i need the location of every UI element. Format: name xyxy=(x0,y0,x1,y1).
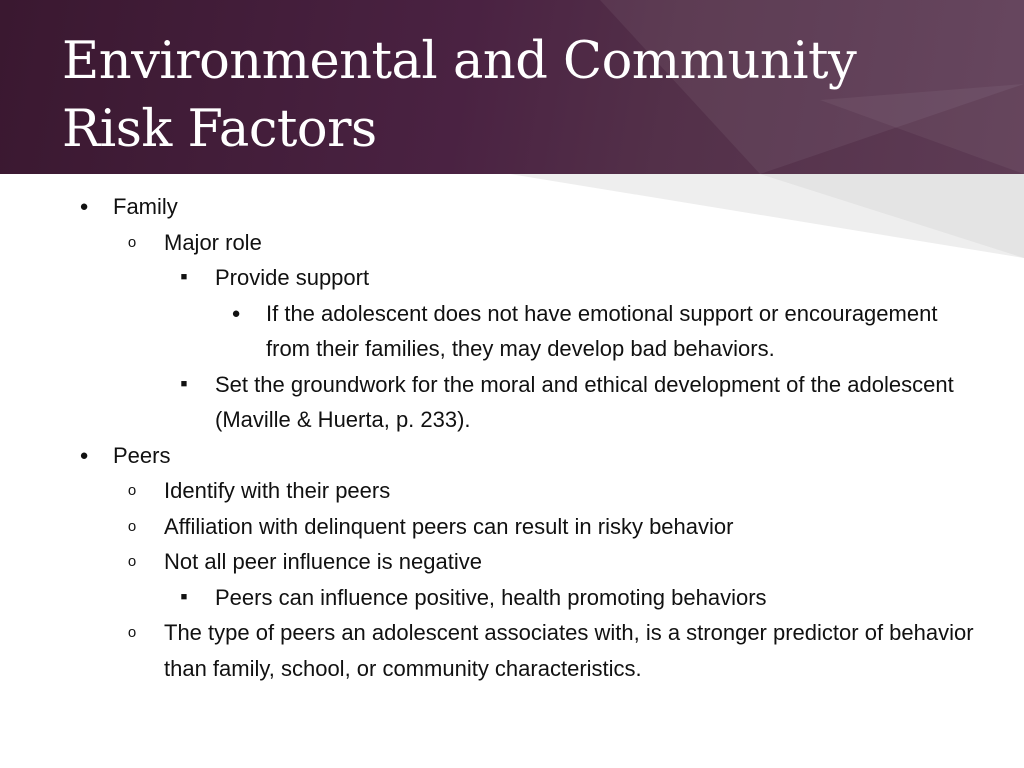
list-item xyxy=(0,225,1024,261)
list-item xyxy=(0,473,1024,509)
list-item xyxy=(0,509,1024,545)
bullet-icon: ● xyxy=(79,198,89,215)
hollow-bullet-icon: o xyxy=(127,624,137,641)
list-item-text: Set the groundwork for the moral and ethical development of the adolescent (Maville & Huerta, p. 233). xyxy=(215,371,954,432)
list-item-text: Family xyxy=(113,194,178,219)
list-item xyxy=(0,367,1024,438)
hollow-bullet-icon: o xyxy=(127,553,137,570)
list-item xyxy=(0,580,1024,616)
list-item-text: Identify with their peers xyxy=(164,478,391,503)
list-item xyxy=(0,438,1024,474)
hollow-bullet-icon: o xyxy=(127,517,137,535)
list-item xyxy=(0,296,1024,367)
list-item-text: Provide support xyxy=(215,265,370,290)
list-item-text: Peers xyxy=(113,442,171,468)
list-item-text: Peers can influence positive, health promoting behaviors xyxy=(215,584,767,610)
slide-title-line-2: Risk Factors xyxy=(62,100,377,159)
hollow-bullet-icon: o xyxy=(127,233,137,251)
list-item xyxy=(0,260,1024,296)
square-bullet-icon: ■ xyxy=(180,590,188,603)
list-item xyxy=(0,615,1024,686)
bullet-list xyxy=(0,189,1024,686)
bullet-icon: ● xyxy=(231,304,241,322)
slide-title-line-1: Environmental and Community xyxy=(62,32,857,91)
square-bullet-icon: ■ xyxy=(180,271,188,283)
list-item xyxy=(0,189,1024,225)
list-item xyxy=(0,544,1024,580)
slide-title xyxy=(62,28,962,164)
hollow-bullet-icon: o xyxy=(127,482,137,499)
square-bullet-icon: ■ xyxy=(180,377,188,390)
list-item-text: Major role xyxy=(164,229,262,255)
bullet-icon: ● xyxy=(79,446,89,464)
list-item-text: Affiliation with delinquent peers can result in risky behavior xyxy=(164,513,734,539)
list-item-text: The type of peers an adolescent associates with, is a stronger predictor of behavior than family, school, or community characteristics. xyxy=(164,620,974,681)
list-item-text: Not all peer influence is negative xyxy=(164,549,482,574)
list-item-text: If the adolescent does not have emotional support or encouragement from their families, they may develop bad behaviors. xyxy=(266,300,938,361)
